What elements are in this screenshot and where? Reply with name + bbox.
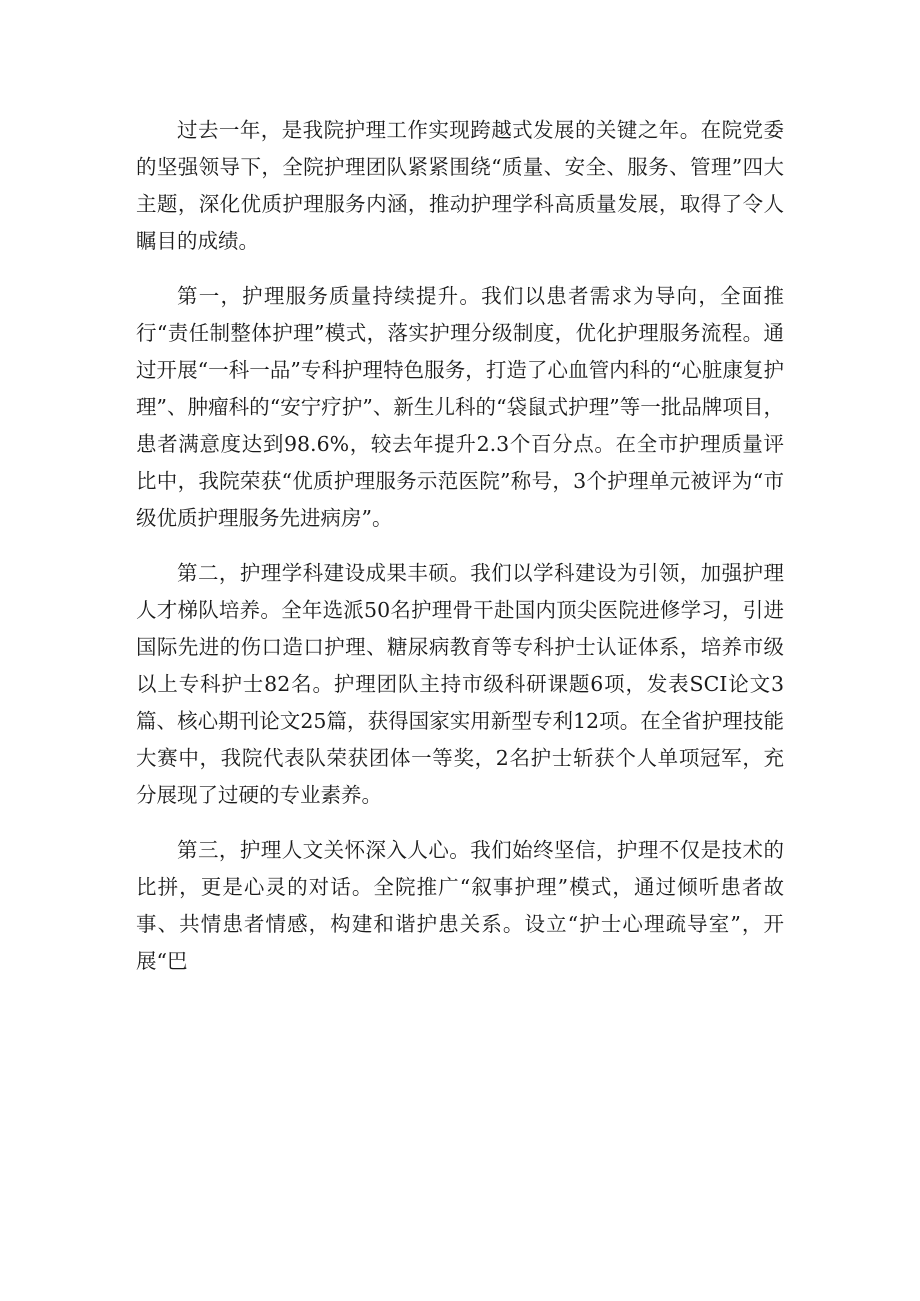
paragraph-intro: 过去一年，是我院护理工作实现跨越式发展的关键之年。在院党委的坚强领导下，全院护理团队紧紧围绕“质量、安全、服务、管理”四大主题，深化优质护理服务内涵，推动护理学科高质量发展，取得了令人瞩目的成绩。 (136, 118, 784, 253)
paragraph-third-point: 第三，护理人文关怀深入人心。我们始终坚信，护理不仅是技术的比拼，更是心灵的对话。全院推广“叙事护理”模式，通过倾听患者故事、共情患者情感，构建和谐护患关系。设立“护士心理疏导室”，开展“巴 (136, 838, 784, 973)
paragraph-second-point: 第二，护理学科建设成果丰硕。我们以学科建设为引领，加强护理人才梯队培养。全年选派50名护理骨干赴国内顶尖医院进修学习，引进国际先进的伤口造口护理、糖尿病教育等专科护士认证体系，培养市级以上专科护士82名。护理团队主持市级科研课题6项，发表SCI论文3篇、核心期刊论文25篇，获得国家实用新型专利12项。在全省护理技能大赛中，我院代表队荣获团体一等奖，2名护士斩获个人单项冠军，充分展现了过硬的专业素养。 (136, 561, 784, 807)
paragraph-first-point: 第一，护理服务质量持续提升。我们以患者需求为导向，全面推行“责任制整体护理”模式，落实护理分级制度，优化护理服务流程。通过开展“一科一品”专科护理特色服务，打造了心血管内科的“心脏康复护理”、肿瘤科的“安宁疗护”、新生儿科的“袋鼠式护理”等一批品牌项目，患者满意度达到98.6%，较去年提升2.3个百分点。在全市护理质量评比中，我院荣获“优质护理服务示范医院”称号，3个护理单元被评为“市级优质护理服务先进病房”。 (136, 284, 784, 530)
document-body (136, 112, 784, 998)
